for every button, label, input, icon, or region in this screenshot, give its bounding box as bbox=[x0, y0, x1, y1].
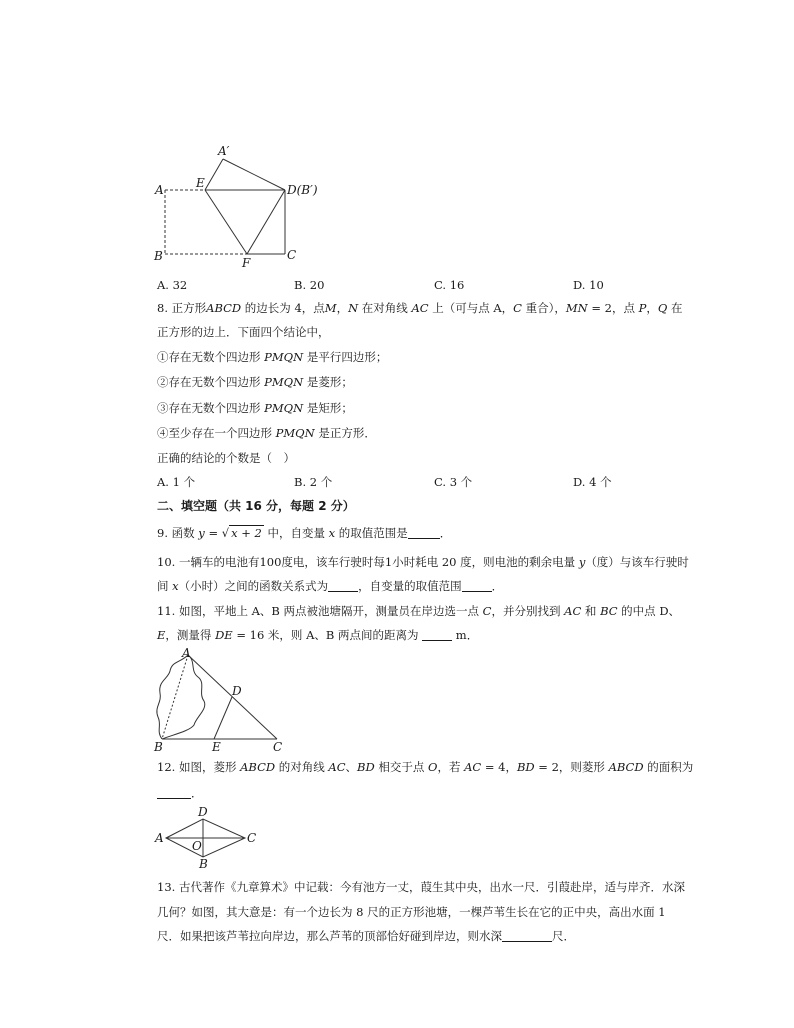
q8-option-c[interactable]: C. 3 个 bbox=[434, 475, 473, 489]
label-a-prime: A′ bbox=[218, 144, 230, 158]
edge-fd bbox=[247, 190, 285, 254]
q8-conclusion-2: ②存在无数个四边形 PMQN 是菱形； bbox=[157, 375, 353, 389]
label-a: A bbox=[182, 646, 191, 660]
label-a: A bbox=[155, 831, 164, 845]
figure-q12 bbox=[150, 800, 265, 870]
q8-option-a[interactable]: A. 1 个 bbox=[157, 475, 196, 489]
q8-line-2: 正方形的边上．下面四个结论中， bbox=[157, 325, 330, 339]
label-b: B bbox=[199, 857, 208, 870]
pond-shore-left bbox=[157, 655, 188, 739]
q11-answer-blank[interactable] bbox=[422, 628, 452, 641]
q11-line-2: E，测量得 DE = 16 米，则 A、B 两点间的距离为 m． bbox=[157, 628, 479, 642]
q9-answer-blank[interactable] bbox=[408, 526, 440, 539]
q8-line-1: 8. 正方形ABCD 的边长为 4，点M，N 在对角线 AC 上（可与点 A，C 重合），MN = 2，点 P，Q 在 bbox=[157, 301, 683, 315]
figure-q11 bbox=[150, 645, 290, 755]
q8-conclusion-3: ③存在无数个四边形 PMQN 是矩形； bbox=[157, 401, 353, 415]
figure-q7 bbox=[150, 140, 320, 270]
q12-line-2: ． bbox=[157, 785, 203, 801]
label-b: B bbox=[154, 740, 163, 754]
edge-ea1 bbox=[205, 159, 223, 190]
label-e: E bbox=[196, 176, 205, 190]
segment-de bbox=[214, 697, 232, 739]
q13-line-1: 13. 古代著作《九章算术》中记载：今有池方一丈，葭生其中央，出水一尺．引葭赴岸，适与岸齐．水深 bbox=[157, 880, 685, 894]
q13-answer-blank[interactable] bbox=[502, 929, 552, 942]
q12-line-1: 12. 如图，菱形 ABCD 的对角线 AC、BD 相交于点 O，若 AC = 4，BD = 2，则菱形 ABCD 的面积为 bbox=[157, 760, 694, 774]
pond-shore-right bbox=[162, 655, 205, 739]
segment-ab-dashed bbox=[162, 655, 188, 739]
q7-option-d[interactable]: D. 10 bbox=[573, 278, 604, 292]
q8-conclusion-1: ①存在无数个四边形 PMQN 是平行四边形； bbox=[157, 350, 388, 364]
q7-option-a[interactable]: A. 32 bbox=[157, 278, 188, 292]
q10-line-2: 间 x（小时）之间的函数关系式为 ，自变量的取值范围 ． bbox=[157, 579, 504, 593]
label-d: D bbox=[232, 684, 242, 698]
label-c: C bbox=[287, 248, 297, 262]
q11-line-1: 11. 如图，平地上 A、B 两点被池塘隔开，测量员在岸边选一点 C，并分别找到 AC 和 BC 的中点 D、 bbox=[157, 604, 681, 618]
label-d-b-prime: D(B′) bbox=[287, 183, 318, 197]
q9-text: 9. 函数 y = √ x + 2 中，自变量 x 的取值范围是 ． bbox=[157, 526, 452, 540]
label-b: B bbox=[154, 249, 163, 263]
label-c: C bbox=[247, 831, 257, 845]
sqrt-sign: √ bbox=[221, 526, 230, 540]
q13-line-3: 尺．如果把该芦苇拉向岸边，那么芦苇的顶部恰好碰到岸边，则水深 尺． bbox=[157, 929, 575, 943]
q12-answer-blank[interactable] bbox=[157, 786, 191, 799]
q7-option-b[interactable]: B. 20 bbox=[294, 278, 325, 292]
q10-line-1: 10. 一辆车的电池有100度电，该车行驶时每1小时耗电 20 度，则电池的剩余电量 y（度）与该车行驶时 bbox=[157, 555, 689, 569]
q8-option-b[interactable]: B. 2 个 bbox=[294, 475, 333, 489]
q8-conclusion-4: ④至少存在一个四边形 PMQN 是正方形． bbox=[157, 426, 376, 440]
label-c: C bbox=[273, 740, 283, 754]
q13-line-2: 几何？如图，其大意是：有一个边长为 8 尺的正方形池塘，一棵芦苇生长在它的正中央，高出水面 1 bbox=[157, 905, 666, 919]
q7-option-c[interactable]: C. 16 bbox=[434, 278, 465, 292]
label-f: F bbox=[242, 256, 251, 270]
q10-function-blank[interactable] bbox=[328, 579, 358, 592]
label-e: E bbox=[212, 740, 221, 754]
q10-range-blank[interactable] bbox=[462, 579, 492, 592]
q8-option-d[interactable]: D. 4 个 bbox=[573, 475, 612, 489]
section-heading-fill-in: 二、填空题（共 16 分，每题 2 分） bbox=[157, 499, 355, 513]
label-o: O bbox=[192, 839, 202, 853]
edge-a1d bbox=[223, 159, 285, 190]
q8-ask: 正确的结论的个数是（ ） bbox=[157, 451, 295, 465]
label-a: A bbox=[155, 183, 164, 197]
label-d: D bbox=[198, 805, 208, 819]
edge-ef bbox=[205, 190, 247, 254]
